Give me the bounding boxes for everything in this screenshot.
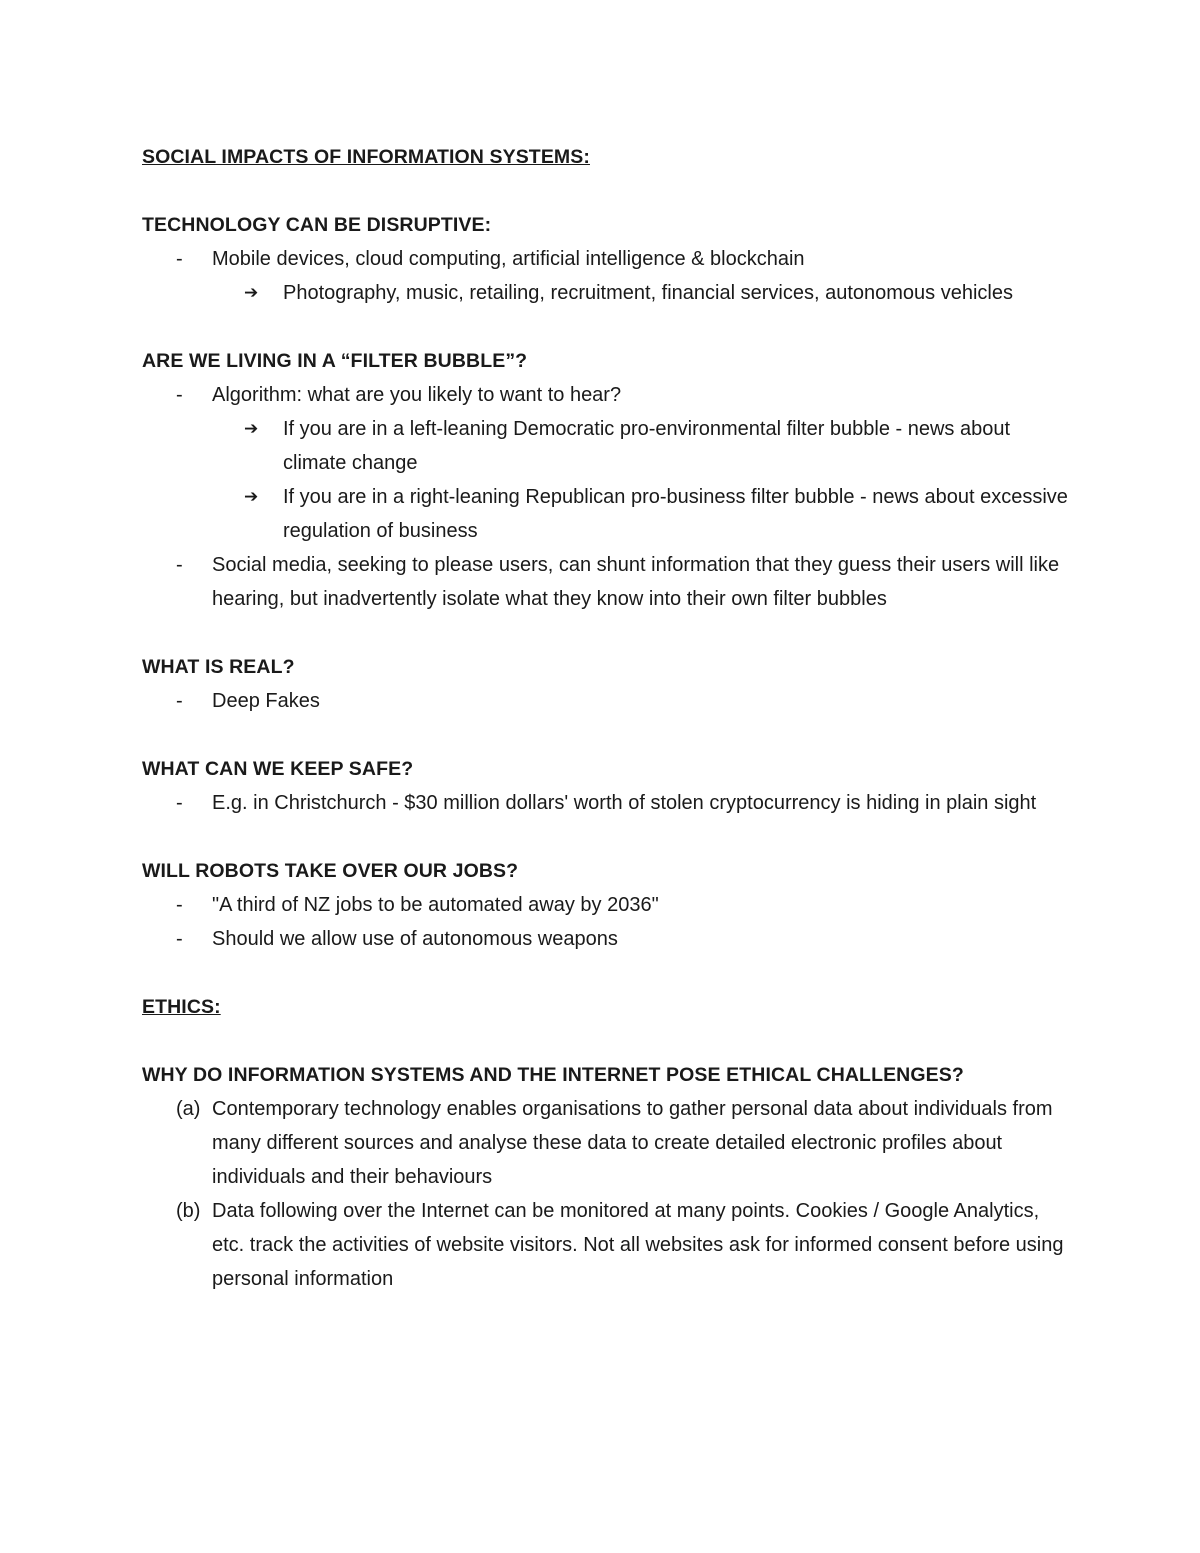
arrow-text: Photography, music, retailing, recruitment, financial services, autonomous vehicles	[283, 282, 1013, 304]
arrow-icon: ➔	[244, 283, 259, 302]
letter-marker: (b)	[176, 1200, 201, 1222]
arrow-text: If you are in a left-leaning Democratic pro-environmental filter bubble - news about climate change	[283, 418, 1011, 474]
dash-bullet: -	[176, 384, 183, 406]
arrow-item	[142, 480, 1072, 548]
bullet-text: Social media, seeking to please users, can shunt information that they guess their users will like hearing, but inadvertently isolate what they know into their own filter bubbles	[212, 554, 1060, 610]
lettered-item	[142, 1194, 1072, 1296]
dash-bullet: -	[176, 792, 183, 814]
bullet-text: "A third of NZ jobs to be automated away by 2036"	[212, 894, 659, 916]
bullet-text: Should we allow use of autonomous weapons	[212, 928, 618, 950]
dash-bullet: -	[176, 248, 183, 270]
lettered-text: Contemporary technology enables organisations to gather personal data about individuals from many different sources and analyse these data to create detailed electronic profiles about individuals and their behaviours	[212, 1098, 1053, 1188]
dash-bullet: -	[176, 554, 183, 576]
document-title: SOCIAL IMPACTS OF INFORMATION SYSTEMS:	[142, 146, 590, 168]
ethics-title: ETHICS:	[142, 996, 221, 1018]
bullet-item	[142, 242, 1072, 276]
bullet-item	[142, 888, 1072, 922]
bullet-item	[142, 786, 1072, 820]
section-heading: WILL ROBOTS TAKE OVER OUR JOBS?	[142, 860, 519, 882]
section-heading: ARE WE LIVING IN A “FILTER BUBBLE”?	[142, 350, 528, 372]
bullet-item	[142, 684, 1072, 718]
dash-bullet: -	[176, 894, 183, 916]
dash-bullet: -	[176, 928, 183, 950]
arrow-item	[142, 276, 1072, 310]
dash-bullet: -	[176, 690, 183, 712]
bullet-text: Algorithm: what are you likely to want to hear?	[212, 384, 622, 406]
arrow-item	[142, 412, 1072, 480]
bullet-item	[142, 922, 1072, 956]
arrow-icon: ➔	[244, 487, 259, 506]
section-heading: WHAT CAN WE KEEP SAFE?	[142, 758, 414, 780]
lettered-item	[142, 1092, 1072, 1194]
arrow-text: If you are in a right-leaning Republican pro-business filter bubble - news about excessive regulation of business	[283, 486, 1068, 542]
bullet-item	[142, 548, 1072, 616]
bullet-text: Mobile devices, cloud computing, artificial intelligence & blockchain	[212, 248, 805, 270]
lettered-text: Data following over the Internet can be monitored at many points. Cookies / Google Analytics, etc. track the activities of website visitors. Not all websites ask for informed consent before using personal information	[212, 1200, 1064, 1290]
bullet-text: E.g. in Christchurch - $30 million dollars' worth of stolen cryptocurrency is hiding in plain sight	[212, 792, 1037, 814]
section-heading: WHY DO INFORMATION SYSTEMS AND THE INTERNET POSE ETHICAL CHALLENGES?	[142, 1064, 964, 1086]
bullet-text: Deep Fakes	[212, 690, 320, 712]
section-heading: TECHNOLOGY CAN BE DISRUPTIVE:	[142, 214, 492, 236]
document-page	[142, 140, 1072, 1296]
bullet-item	[142, 378, 1072, 412]
arrow-icon: ➔	[244, 419, 259, 438]
section-heading: WHAT IS REAL?	[142, 656, 295, 678]
letter-marker: (a)	[176, 1098, 201, 1120]
